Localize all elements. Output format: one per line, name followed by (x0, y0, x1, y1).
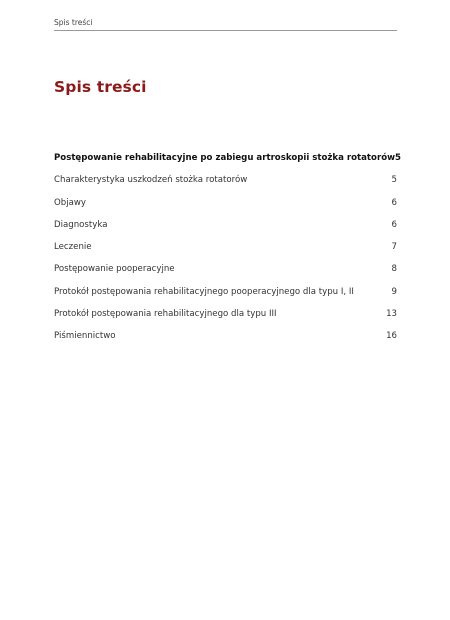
toc-entry-label: Objawy (54, 197, 86, 208)
toc-entry-page: 5 (395, 153, 402, 163)
toc-entry[interactable] (54, 287, 397, 309)
toc-entry-label: Protokół postępowania rehabilitacyjnego pooperacyjnego dla typu I, II (54, 286, 354, 297)
toc-entry-page: 9 (391, 286, 397, 297)
toc-entry-label: Postępowanie rehabilitacyjne po zabiegu artroskopii stożka rotatorów (54, 153, 396, 163)
toc-entry-label: Charakterystyka uszkodzeń stożka rotatorów (54, 175, 248, 186)
toc-entry[interactable] (54, 220, 397, 242)
toc-entry[interactable] (54, 331, 397, 353)
toc-list (54, 153, 402, 354)
toc-entry[interactable] (54, 153, 402, 175)
toc-entry-label: Leczenie (54, 242, 92, 253)
toc-entry-label: Postępowanie pooperacyjne (54, 264, 175, 275)
toc-entry[interactable] (54, 309, 397, 331)
toc-title: Spis treści (54, 78, 147, 96)
toc-entry-label: Piśmiennictwo (54, 331, 116, 342)
toc-entry-page: 8 (391, 264, 397, 275)
header-rule (54, 30, 397, 31)
toc-entry-page: 5 (391, 175, 397, 186)
toc-entry-page: 6 (391, 197, 397, 208)
toc-entry[interactable] (54, 198, 397, 220)
toc-entry-page: 6 (391, 219, 397, 230)
toc-entry[interactable] (54, 175, 397, 197)
running-header: Spis treści (54, 18, 93, 27)
toc-entry-page: 16 (386, 331, 397, 342)
toc-entry[interactable] (54, 242, 397, 264)
toc-entry-page: 7 (391, 242, 397, 253)
toc-entry-label: Diagnostyka (54, 219, 108, 230)
toc-entry-label: Protokół postępowania rehabilitacyjnego dla typu III (54, 309, 277, 320)
toc-entry[interactable] (54, 264, 397, 286)
toc-entry-page: 13 (386, 309, 397, 320)
